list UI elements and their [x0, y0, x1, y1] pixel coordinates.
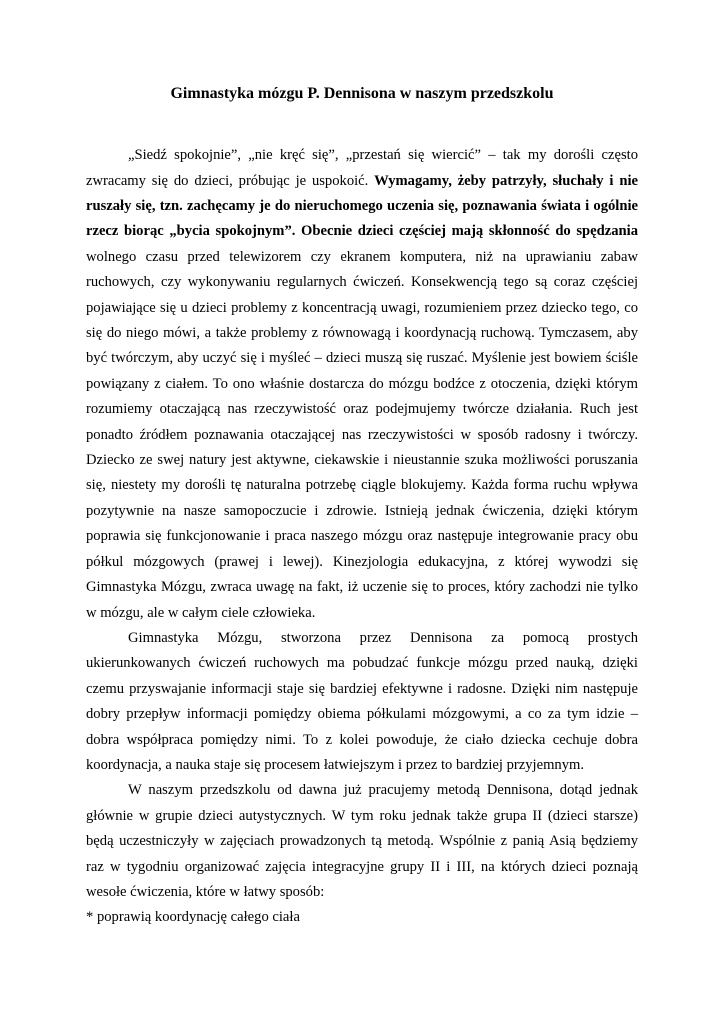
paragraph-3: W naszym przedszkolu od dawna już pracujemy metodą Dennisona, dotąd jednak głównie w grupie dzieci autystycznych. W tym roku jednak także grupa II (dzieci starsze) będą uczestniczyły w zajęciach prowadzonych tą metodą. Wspólnie z panią Asią będziemy raz w tygodniu organizować zajęcia integracyjne grupy II i III, na których dzieci poznają wesołe ćwiczenia, które w łatwy sposób:	[86, 782, 638, 900]
paragraph-1-intro: „Siedź spokojnie”, „nie kręć się”, „przestań się wiercić” – tak my dorośli często zwracamy się do dzieci, próbując je uspokoić.	[86, 147, 638, 189]
paragraph-1	[86, 143, 638, 626]
document-title: Gimnastyka mózgu P. Dennisona w naszym przedszkolu	[170, 85, 554, 102]
paragraph-2: Gimnastyka Mózgu, stworzona przez Dennisona za pomocą prostych ukierunkowanych ćwiczeń ruchowych ma pobudzać funkcje mózgu przed nauką, dzięki czemu przyswajanie informacji staje się bardziej efektywne i radosne. Dzięki nim następuje dobry przepływ informacji pomiędzy obiema półkulami mózgowymi, a co za tym idzie – dobra współpraca pomiędzy nimi. To z kolei powoduje, że ciało dziecka cechuje dobra koordynacja, a nauka staje się procesem łatwiejszym i przez to bardziej przyjemnym.	[86, 629, 638, 773]
paragraph-1-bold-text: Wymagamy, żeby patrzyły, słuchały i nie ruszały się, tzn. zachęcamy je do nieruchomego uczenia się, poznawania świata i ogólnie rzecz biorąc „bycia spokojnym”. Obecnie dzieci częściej mają skłonność do spędzania	[86, 172, 638, 240]
paragraph-1-body: wolnego czasu przed telewizorem czy ekranem komputera, niż na uprawianiu zabaw ruchowych, czy wykonywaniu regularnych ćwiczeń. Konsekwencją tego są coraz częściej pojawiające się u dzieci problemy z koncentracją uwagi, rozumieniem przez dziecko tego, co się do niego mówi, a także problemy z równowagą i koordynacją ruchową. Tymczasem, aby być twórczym, aby uczyć się i myśleć – dzieci muszą się ruszać. Myślenie jest bowiem ściśle powiązany z ciałem. To ono właśnie dostarcza do mózgu bodźce z otoczenia, dzięki którym rozumiemy otaczającą nas rzeczywistość oraz podejmujemy twórcze działania. Ruch jest ponadto źródłem poznawania otaczającej nas rzeczywistości w sposób radosny i twórczy. Dziecko ze swej natury jest aktywne, ciekawskie i nieustannie szuka możliwości poruszania się, niestety my dorośli tę naturalna potrzebę ciągle blokujemy. Każda forma ruchu wpływa pozytywnie na nasze samopoczucie i zdrowie. Istnieją jednak ćwiczenia, dzięki którym poprawia się funkcjonowanie i praca naszego mózgu oraz następuje integrowanie pracy obu półkul mózgowych (prawej i lewej). Kinezjologia edukacyjna, z której wywodzi się Gimnastyka Mózgu, zwraca uwagę na fakt, iż uczenie się to proces, który zachodzi nie tylko w mózgu, ale w całym ciele człowieka.	[86, 248, 638, 621]
bullet-item: * poprawią koordynację całego ciała	[86, 909, 300, 926]
